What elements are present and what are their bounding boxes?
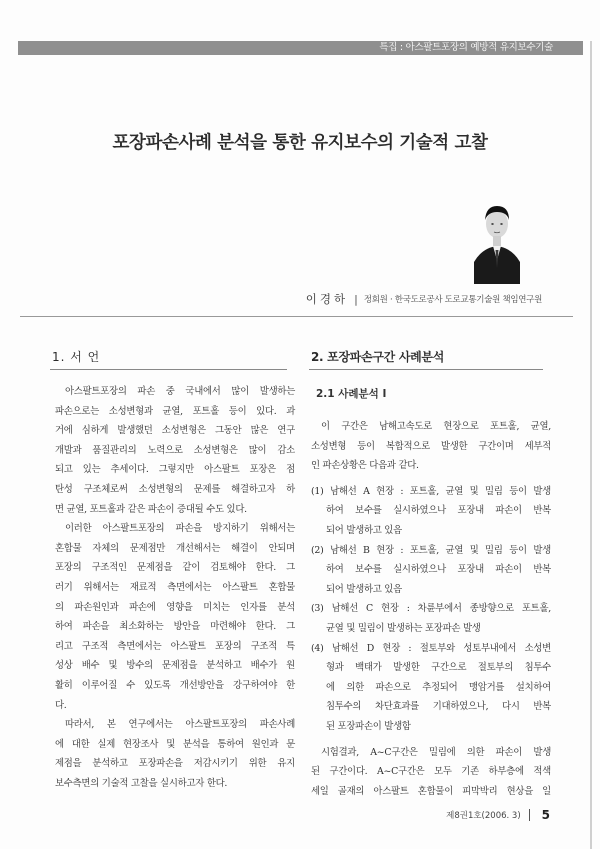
text-line: 거에 심하게 발생했던 소성변형은 그동안 많은 연구 <box>55 425 295 437</box>
section-rule <box>50 369 287 370</box>
text-line: 혼합물 자체의 문제점만 개선해서는 해결이 안되며 <box>55 542 295 554</box>
text-line: 이 구간은 남해고속도로 현장으로 포트홀, 균열, <box>321 421 551 432</box>
author-line <box>306 291 542 307</box>
paragraph <box>311 417 551 476</box>
text-line: 된 구간이다. A~C구간은 모두 기존 하부층에 적색 <box>311 766 551 778</box>
author-separator: | <box>354 292 358 306</box>
text-line: 된 포장파손이 발생함 <box>326 720 411 732</box>
text-line: 침투수의 차단효과를 기대하였으나, 다시 반복 <box>326 701 551 713</box>
text-line: 아스팔트포장의 파손 중 국내에서 많이 발생하는 <box>65 386 295 397</box>
text-line: 따라서, 본 연구에서는 아스팔트포장의 파손사례 <box>65 719 295 731</box>
text-line: 인 파손상황은 다음과 같다. <box>311 460 419 472</box>
text-line: 제점을 분석하고 포장파손을 저감시키기 위한 유지 <box>55 758 295 770</box>
text-line: 소성변형 등이 복합적으로 발생한 구간이며 세부적 <box>311 440 551 452</box>
issue-label: 제8권1호(2006. 3) <box>446 811 521 821</box>
paragraph <box>55 382 295 519</box>
section-heading-intro: 1. 서 언 <box>52 350 101 364</box>
text-line: 활히 이루어질 수 있도록 개선방안을 강구하여야 한 <box>55 679 295 691</box>
page-footer <box>446 808 550 822</box>
text-line: 되어 발생하고 있음 <box>326 524 402 536</box>
page-number: 5 <box>541 808 550 822</box>
text-line: 의 파손원인과 파손에 영향을 미치는 인자를 분석 <box>55 601 295 613</box>
text-line: 파손으로는 소성변형과 균열, 포트홀 등이 있다. 과 <box>55 405 295 417</box>
paragraph <box>55 519 295 715</box>
list-item <box>311 482 551 541</box>
title-divider <box>20 316 573 317</box>
text-line: 면 균열, 포트홀과 같은 파손이 증대될 수도 있다. <box>55 503 247 515</box>
list-item <box>311 599 551 638</box>
text-line: 포장의 구조적인 문제점을 같이 검토해야 한다. 그 <box>55 562 295 574</box>
text-line: 이러한 아스팔트포장의 파손을 방지하기 위해서는 <box>65 523 295 535</box>
author-affiliation: 정회원 · 한국도로공사 도로교통기술원 책임연구원 <box>363 295 542 305</box>
text-line: 하여 파손을 최소화하는 방안을 마련해야 한다. 그 <box>55 621 295 633</box>
intro-column <box>55 382 295 793</box>
text-line: (4) 남해선 D 현장 : 절토부와 성토부내에서 소성변 <box>311 642 551 654</box>
list-item <box>311 639 551 737</box>
text-line: 형과 백태가 발생한 구간으로 절토부의 침투수 <box>326 662 551 674</box>
text-line: 하여 보수를 실시하였으나 포장내 파손이 반복 <box>326 564 551 576</box>
text-line: 에 대한 실제 현장조사 및 분석을 통하여 원인과 문 <box>55 738 295 750</box>
text-line: 다. <box>55 699 67 711</box>
text-line: 균열 및 밀림이 발생하는 포장파손 발생 <box>326 622 481 634</box>
paragraph <box>55 715 295 793</box>
header-tag: 특집 : 아스팔트포장의 예방적 유지보수기술 <box>379 42 553 53</box>
text-line: 성상 배수 및 방수의 문제점을 분석하고 배수가 원 <box>55 660 295 672</box>
list-item <box>311 541 551 600</box>
text-line: 리고 구조적 측면에서는 아스팔트 포장의 구조적 특 <box>55 640 295 652</box>
author-name: 이경하 <box>305 292 349 306</box>
section-heading-case-analysis: 2. 포장파손구간 사례분석 <box>311 350 444 364</box>
text-line: (1) 남해선 A 현장 : 포트홀, 균열 및 밀림 등이 발생 <box>311 485 551 497</box>
text-line: (3) 남해선 C 현장 : 차륜부에서 종방향으로 포트홀, <box>311 603 551 615</box>
header-bar <box>18 41 583 55</box>
text-line: 되어 발생하고 있음 <box>326 583 402 595</box>
text-line: 보수측면의 기술적 고찰을 실시하고자 한다. <box>55 777 228 789</box>
text-line: 시험결과, A~C구간은 밀림에 의한 파손이 발생 <box>321 746 551 758</box>
page-title: 포장파손사례 분석을 통한 유지보수의 기술적 고찰 <box>112 133 488 153</box>
text-line: 개발과 품질관리의 노력으로 소성변형은 많이 감소 <box>55 444 295 456</box>
text-line: 러기 위해서는 재료적 측면에서는 아스팔트 혼합물 <box>55 581 295 593</box>
subsection-heading: 2.1 사례분석 Ⅰ <box>316 388 387 400</box>
text-line: 세일 골재의 아스팔트 혼합물이 피막박리 현상을 일 <box>311 785 551 797</box>
paragraph <box>311 743 551 802</box>
case-analysis-column <box>311 417 551 801</box>
text-line: (2) 남해선 B 현장 : 포트홀, 균열 및 밀림 등이 발생 <box>311 544 551 556</box>
section-rule <box>309 369 543 370</box>
text-line: 탄성 구조체로써 소성변형의 문제를 해결하고자 하 <box>55 483 295 495</box>
text-line: 되고 있는 추세이다. 그렇지만 아스팔트 포장은 점 <box>55 464 295 476</box>
author-photo <box>474 188 520 284</box>
text-line: 에 의한 파손으로 추정되어 맹암거를 설치하여 <box>326 681 551 693</box>
text-line: 하여 보수를 실시하였으나 포장내 파손이 반복 <box>326 505 551 517</box>
footer-divider <box>529 809 530 821</box>
page-edge-line <box>590 41 592 849</box>
